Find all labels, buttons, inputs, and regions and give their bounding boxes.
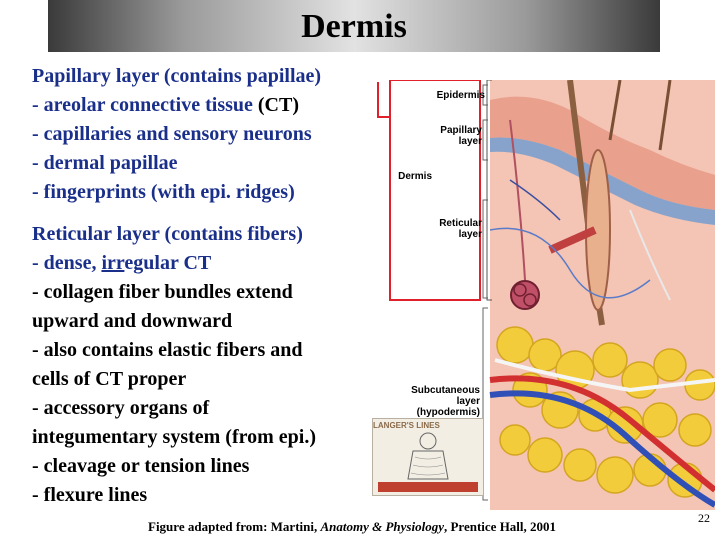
label-reticular-line2: layer xyxy=(458,229,482,240)
papillary-item-3: - dermal papillae xyxy=(32,152,178,174)
reticular-item-5: - cleavage or tension lines xyxy=(32,455,250,477)
body-outline-figure xyxy=(373,419,483,495)
reticular-item-2a: - collagen fiber bundles extend xyxy=(32,281,293,303)
sweat-gland xyxy=(511,281,539,309)
label-reticular-line1: Reticular xyxy=(439,218,482,229)
papillary-item-1-a: - areolar connective tissue xyxy=(32,94,253,116)
reticular-heading: Reticular layer (contains fibers) xyxy=(32,223,303,245)
highlight-box xyxy=(378,80,480,300)
reticular-item-2b: upward and downward xyxy=(32,310,233,332)
label-dermis: Dermis xyxy=(398,171,432,182)
caption-book-title: Anatomy & Physiology xyxy=(320,519,444,534)
figure-caption xyxy=(148,519,556,535)
reticular-item-1-c: egular CT xyxy=(124,252,212,274)
reticular-item-3a: - also contains elastic fibers and xyxy=(32,339,303,361)
caption-prefix: Figure adapted from: Martini, xyxy=(148,519,321,534)
page-number: 22 xyxy=(698,511,710,525)
reticular-item-1-a: - dense, xyxy=(32,252,102,274)
papillary-item-1 xyxy=(32,91,392,120)
title-bar xyxy=(48,0,660,52)
bullet-text xyxy=(32,62,392,510)
caption-suffix: , Prentice Hall, 2001 xyxy=(443,519,557,534)
reticular-item-1 xyxy=(32,249,392,278)
reticular-item-6: - flexure lines xyxy=(32,484,148,506)
reticular-item-3b: cells of CT proper xyxy=(32,368,187,390)
reticular-item-1-underlined: irr xyxy=(101,252,125,274)
label-epidermis: Epidermis xyxy=(436,90,485,101)
papillary-heading: Papillary layer (contains papillae) xyxy=(32,65,322,87)
label-subcutaneous-line3: (hypodermis) xyxy=(416,407,480,418)
label-papillary-line1: Papillary xyxy=(440,125,482,136)
reticular-item-4b: integumentary system (from epi.) xyxy=(32,426,317,448)
papillary-item-4: - fingerprints (with epi. ridges) xyxy=(32,181,295,203)
papillary-item-1-b: (CT) xyxy=(252,94,299,116)
label-subcutaneous-line1: Subcutaneous xyxy=(411,385,480,396)
inset-title: LANGER'S LINES xyxy=(373,421,440,430)
papillary-item-2: - capillaries and sensory neurons xyxy=(32,123,312,145)
label-papillary-line2: layer xyxy=(458,136,482,147)
label-subcutaneous-line2: layer xyxy=(456,396,480,407)
reticular-item-4a: - accessory organs of xyxy=(32,397,210,419)
slide-title: Dermis xyxy=(301,8,407,45)
langers-lines-inset xyxy=(372,418,484,496)
